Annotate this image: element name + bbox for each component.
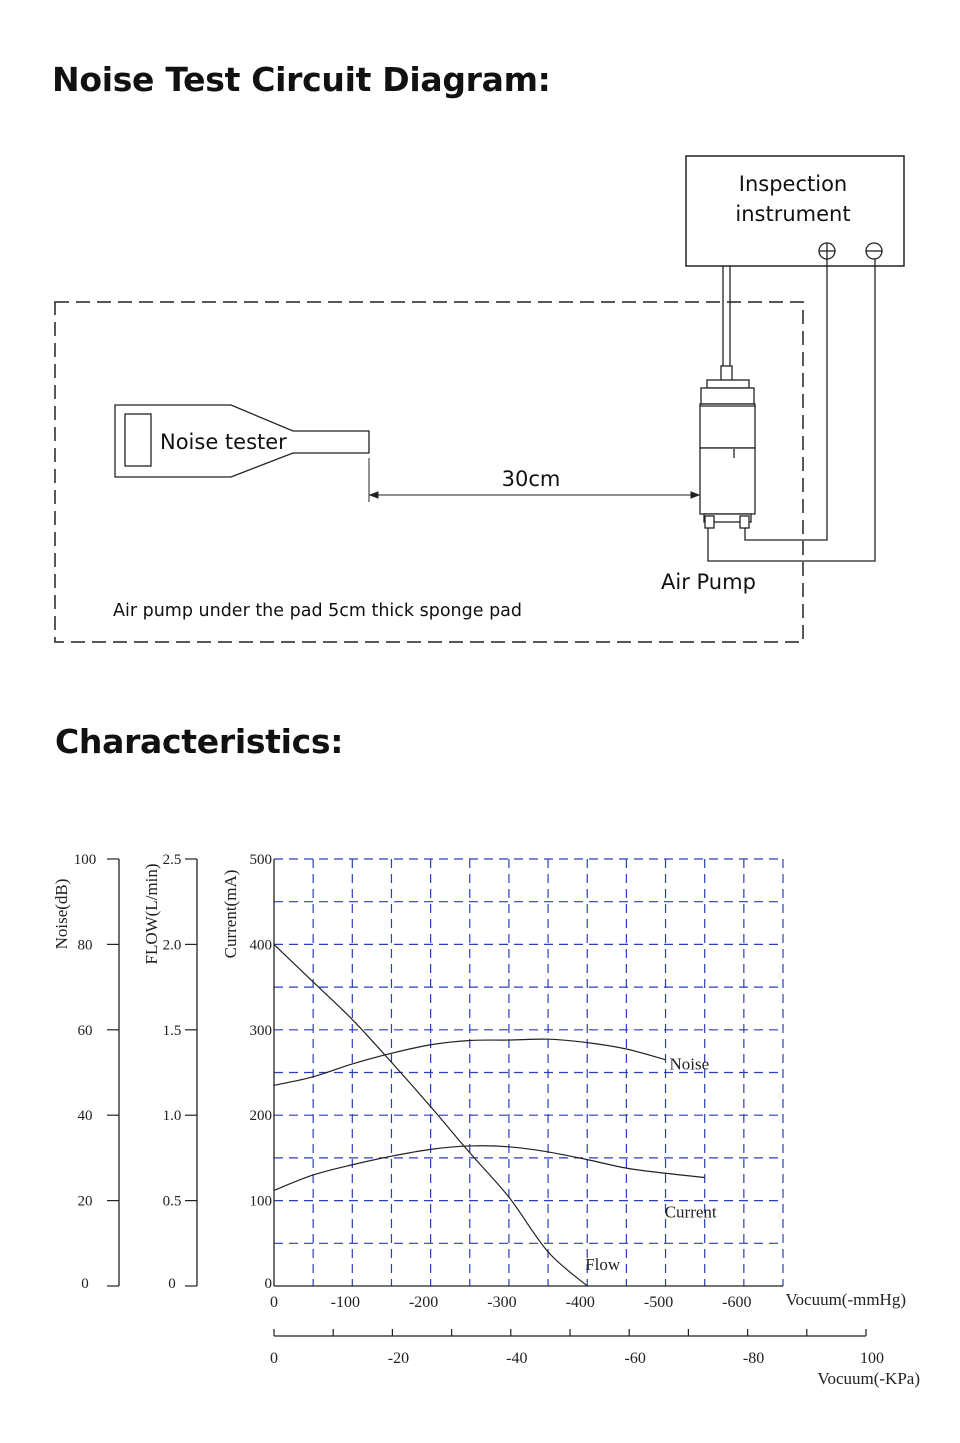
y-axis-title: Noise(dB) bbox=[52, 878, 71, 950]
y-axis-tick-label: 20 bbox=[77, 1193, 93, 1210]
kpa-axis-tick-label: -80 bbox=[742, 1350, 765, 1367]
sponge-pad-note: Air pump under the pad 5cm thick sponge pad bbox=[113, 601, 523, 621]
y-axis-tick-label: 200 bbox=[249, 1108, 272, 1125]
y-axis-title: FLOW(L/min) bbox=[142, 863, 161, 965]
y-axis-tick-label: 0.5 bbox=[162, 1193, 182, 1210]
y-axis-tick-label: 500 bbox=[249, 852, 272, 868]
x-axis-tick-label: 0 bbox=[270, 1294, 278, 1311]
chart-axes bbox=[52, 852, 920, 1388]
noise-tester-label: Noise tester bbox=[160, 430, 287, 454]
y-axis-tick-label: 40 bbox=[77, 1108, 93, 1125]
kpa-axis-tick-label: -40 bbox=[506, 1350, 528, 1367]
x-axis-tick-label: -400 bbox=[565, 1294, 595, 1311]
y-axis-tick-label: 2.0 bbox=[162, 937, 182, 954]
series-label-flow: Flow bbox=[585, 1255, 621, 1274]
circuit-diagram bbox=[0, 0, 960, 680]
y-axis-tick-label: 80 bbox=[77, 937, 93, 954]
y-axis-tick-label: 1.5 bbox=[162, 1022, 182, 1039]
minus-terminal-icon bbox=[866, 243, 882, 259]
x-axis-title: Vocuum(-mmHg) bbox=[785, 1290, 906, 1309]
y-axis-title: Current(mA) bbox=[221, 869, 240, 959]
kpa-axis-tick-label: 0 bbox=[270, 1350, 278, 1367]
y-axis-tick-label: 0 bbox=[168, 1276, 176, 1292]
instrument-label-line1: Inspection bbox=[738, 172, 848, 196]
characteristics-title: Characteristics: bbox=[55, 722, 344, 761]
kpa-axis-tick-label: -20 bbox=[387, 1350, 410, 1367]
air-pump-icon bbox=[700, 366, 755, 528]
x-axis-tick-label: -200 bbox=[408, 1294, 439, 1311]
instrument-label-line2: instrument bbox=[735, 202, 851, 226]
series-line-current bbox=[274, 1146, 705, 1191]
x-axis-tick-label: -600 bbox=[722, 1294, 752, 1311]
series-label-current: Current bbox=[664, 1202, 717, 1222]
x-axis-tick-label: -300 bbox=[487, 1294, 517, 1311]
y-axis-tick-label: 0 bbox=[81, 1276, 89, 1292]
kpa-axis-title: Vocuum(-KPa) bbox=[817, 1369, 920, 1388]
air-pump-label: Air Pump bbox=[661, 570, 756, 594]
distance-label: 30cm bbox=[501, 467, 561, 491]
y-axis-tick-label: 1.0 bbox=[162, 1108, 182, 1125]
plus-terminal-icon bbox=[819, 243, 835, 259]
characteristics-chart bbox=[0, 780, 960, 1443]
series-label-noise: Noise bbox=[669, 1054, 710, 1074]
kpa-axis-tick-label: -60 bbox=[624, 1350, 646, 1367]
x-axis-tick-label: -100 bbox=[330, 1294, 360, 1311]
y-axis-tick-label: 2.5 bbox=[162, 852, 182, 868]
circuit-title: Noise Test Circuit Diagram: bbox=[52, 60, 551, 99]
y-axis-tick-label: 0 bbox=[264, 1276, 272, 1292]
y-axis-tick-label: 100 bbox=[73, 852, 97, 868]
y-axis-tick-label: 60 bbox=[77, 1022, 93, 1039]
y-axis-tick-label: 300 bbox=[249, 1022, 272, 1039]
y-axis-tick-label: 400 bbox=[249, 937, 272, 954]
y-axis-tick-label: 100 bbox=[249, 1193, 272, 1210]
kpa-axis-tick-label: 100 bbox=[860, 1350, 884, 1367]
x-axis-tick-label: -500 bbox=[643, 1294, 674, 1311]
